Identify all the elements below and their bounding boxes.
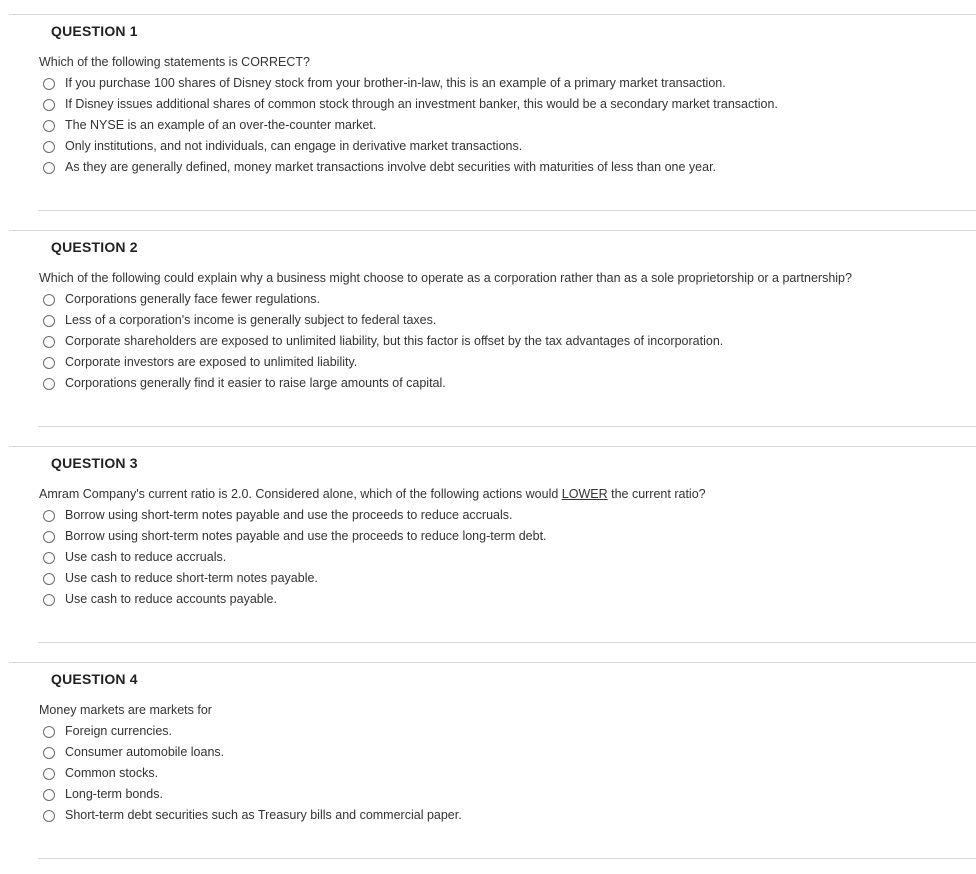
answer-option-label: Borrow using short-term notes payable and use the proceeds to reduce long-term debt. — [65, 528, 547, 543]
answer-option[interactable] — [43, 783, 462, 804]
answer-option[interactable] — [43, 156, 778, 177]
question-stem: Money markets are markets for — [39, 703, 212, 717]
question-title: QUESTION 4 — [51, 671, 138, 687]
radio-button[interactable] — [43, 552, 55, 564]
answer-option[interactable] — [43, 567, 547, 588]
answer-option[interactable] — [43, 288, 723, 309]
answer-option-label: The NYSE is an example of an over-the-counter market. — [65, 117, 377, 132]
radio-button[interactable] — [43, 378, 55, 390]
radio-button[interactable] — [43, 594, 55, 606]
answer-options — [43, 288, 723, 393]
radio-button[interactable] — [43, 336, 55, 348]
question-1 — [9, 14, 976, 226]
question-stem-emphasis: LOWER — [561, 487, 608, 501]
answer-option[interactable] — [43, 525, 547, 546]
answer-option-label: Consumer automobile loans. — [65, 744, 225, 759]
answer-option[interactable] — [43, 330, 723, 351]
answer-option-label: Corporate investors are exposed to unlimited liability. — [65, 354, 358, 369]
radio-button[interactable] — [43, 510, 55, 522]
answer-option-label: Common stocks. — [65, 765, 159, 780]
answer-option-label: Borrow using short-term notes payable and use the proceeds to reduce accruals. — [65, 507, 513, 522]
question-2 — [9, 230, 976, 442]
answer-option-label: Long-term bonds. — [65, 786, 163, 801]
radio-button[interactable] — [43, 573, 55, 585]
question-stem — [39, 487, 706, 501]
radio-button[interactable] — [43, 531, 55, 543]
answer-option-label: Corporations generally find it easier to raise large amounts of capital. — [65, 375, 446, 390]
answer-option[interactable] — [43, 351, 723, 372]
radio-button[interactable] — [43, 357, 55, 369]
answer-option-label: Only institutions, and not individuals, can engage in derivative market transactions. — [65, 138, 523, 153]
question-stem-text: Amram Company's current ratio is 2.0. Considered alone, which of the following actions would — [39, 487, 562, 501]
question-title: QUESTION 2 — [51, 239, 138, 255]
answer-option-label: If you purchase 100 shares of Disney stock from your brother-in-law, this is an example of a primary market transaction. — [65, 75, 726, 90]
answer-option-label: As they are generally defined, money market transactions involve debt securities with maturities of less than one year. — [65, 159, 717, 174]
question-title: QUESTION 1 — [51, 23, 138, 39]
answer-option[interactable] — [43, 762, 462, 783]
radio-button[interactable] — [43, 141, 55, 153]
section-divider — [38, 426, 976, 427]
section-divider — [38, 210, 976, 211]
section-divider — [38, 858, 976, 859]
answer-option-label: Foreign currencies. — [65, 723, 172, 738]
answer-option-label: Less of a corporation's income is generally subject to federal taxes. — [65, 312, 437, 327]
question-stem: Which of the following could explain why a business might choose to operate as a corporation rather than as a sole proprietorship or a partnership? — [39, 271, 852, 285]
answer-option-label: Short-term debt securities such as Treasury bills and commercial paper. — [65, 807, 462, 822]
question-4 — [9, 662, 976, 874]
radio-button[interactable] — [43, 810, 55, 822]
answer-option[interactable] — [43, 114, 778, 135]
radio-button[interactable] — [43, 78, 55, 90]
answer-option-label: Use cash to reduce accruals. — [65, 549, 227, 564]
answer-option-label: Use cash to reduce accounts payable. — [65, 591, 277, 606]
radio-button[interactable] — [43, 768, 55, 780]
answer-option[interactable] — [43, 720, 462, 741]
answer-options — [43, 72, 778, 177]
radio-button[interactable] — [43, 747, 55, 759]
question-title: QUESTION 3 — [51, 455, 138, 471]
answer-option[interactable] — [43, 93, 778, 114]
question-3 — [9, 446, 976, 658]
answer-option[interactable] — [43, 309, 723, 330]
radio-button[interactable] — [43, 162, 55, 174]
answer-option[interactable] — [43, 546, 547, 567]
radio-button[interactable] — [43, 726, 55, 738]
answer-option-label: Corporations generally face fewer regulations. — [65, 291, 320, 306]
answer-option-label: Use cash to reduce short-term notes payable. — [65, 570, 318, 585]
question-stem-text-end: the current ratio? — [607, 487, 706, 501]
answer-option-label: Corporate shareholders are exposed to unlimited liability, but this factor is offset by the tax advantages of incorporation. — [65, 333, 724, 348]
answer-option[interactable] — [43, 72, 778, 93]
answer-option[interactable] — [43, 588, 547, 609]
answer-options — [43, 504, 547, 609]
answer-option[interactable] — [43, 804, 462, 825]
answer-option[interactable] — [43, 741, 462, 762]
answer-option[interactable] — [43, 504, 547, 525]
answer-option-label: If Disney issues additional shares of common stock through an investment banker, this would be a secondary market transaction. — [65, 96, 778, 111]
radio-button[interactable] — [43, 294, 55, 306]
answer-option[interactable] — [43, 135, 778, 156]
question-stem: Which of the following statements is CORRECT? — [39, 55, 310, 69]
radio-button[interactable] — [43, 120, 55, 132]
radio-button[interactable] — [43, 789, 55, 801]
radio-button[interactable] — [43, 315, 55, 327]
answer-option[interactable] — [43, 372, 723, 393]
radio-button[interactable] — [43, 99, 55, 111]
section-divider — [38, 642, 976, 643]
answer-options — [43, 720, 462, 825]
